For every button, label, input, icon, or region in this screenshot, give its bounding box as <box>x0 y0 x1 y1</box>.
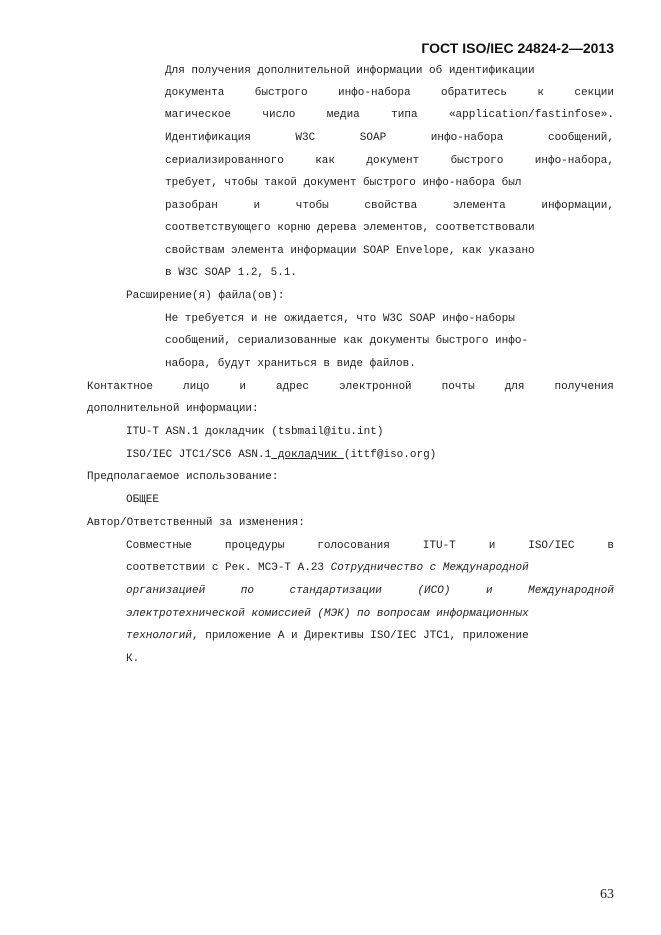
author-line6: К. <box>126 653 140 665</box>
author-line5: технологий, приложение А и Директивы ISO/IEC JTC1, приложение <box>126 630 529 642</box>
standard-title: ГОСТ ISO/IEC 24824-2—2013 <box>421 40 614 56</box>
p1-line2: документа быстрого инфо-набора обратитесь к секции <box>165 87 614 99</box>
extension-label: Расширение(я) файла(ов): <box>126 290 285 302</box>
author-line1: Совместные процедуры голосования ITU-T и ISO/IEC в <box>126 540 614 552</box>
p2-line2: сообщений, сериализованные как документы быстрого инфо- <box>165 335 529 347</box>
author-label: Автор/Ответственный за изменения: <box>87 517 305 529</box>
page-number: 63 <box>600 887 614 902</box>
usage-value: ОБЩЕЕ <box>126 494 160 506</box>
contact-itu: ITU-T ASN.1 докладчик (tsbmail@itu.int) <box>126 426 384 438</box>
p1-line6: требует, чтобы такой документ быстрого инфо-набора был <box>165 177 522 189</box>
p1-line7: разобран и чтобы свойства элемента информации, <box>165 200 614 212</box>
author-line2: соответствии с Рек. МСЭ-Т А.23 Сотрудничество с Международной <box>126 562 529 574</box>
contact-iso: ISO/IEC JTC1/SC6 ASN.1 докладчик (ittf@iso.org) <box>126 449 437 461</box>
p1-line10: в W3C SOAP 1.2, 5.1. <box>165 267 298 279</box>
p1-line9: свойствам элемента информации SOAP Envelope, как указано <box>165 245 535 257</box>
p1-line4: Идентификация W3C SOAP инфо-набора сообщений, <box>165 132 614 144</box>
p1-line5: сериализированного как документ быстрого инфо-набора, <box>165 155 614 167</box>
p1-line8: соответствующего корню дерева элементов, соответствовали <box>165 222 535 234</box>
p2-line1: Не требуется и не ожидается, что W3C SOAP инфо-наборы <box>165 313 515 325</box>
contact-label-line2: дополнительной информации: <box>87 403 259 415</box>
p2-line3: набора, будут храниться в виде файлов. <box>165 358 416 370</box>
author-line4: электротехнической комиссией (МЭК) по вопросам информационных <box>126 608 529 620</box>
p1-line1: Для получения дополнительной информации об идентификации <box>165 65 535 77</box>
contact-label-line1: Контактное лицо и адрес электронной почты для получения <box>87 381 614 393</box>
author-line3: организацией по стандартизации (ИСО) и Международной <box>126 585 614 597</box>
usage-label: Предполагаемое использование: <box>87 471 279 483</box>
p1-line3: магическое число медиа типа «application/fastinfose». <box>165 109 614 121</box>
